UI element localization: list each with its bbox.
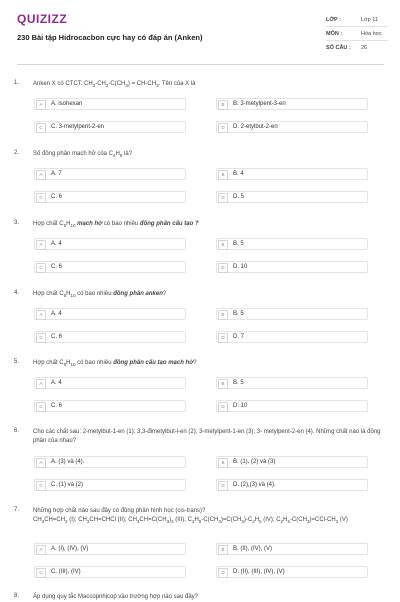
answer-option-b[interactable] (216, 377, 368, 389)
page-title: 230 Bài tập Hidrocacbon cực hay có đáp án (Anken) (17, 33, 203, 42)
question-text: Hợp chất $C_5H_{10}$ có bao nhiêu đồng phân cấu tạo mạch hở? (33, 360, 197, 368)
option-letter: B (218, 100, 228, 110)
option-letter: A (36, 240, 46, 250)
option-text: B. (1), (2) và (3) (233, 459, 276, 465)
option-letter: D (218, 263, 228, 273)
answer-option-b[interactable] (216, 238, 368, 250)
option-letter: C (36, 193, 46, 203)
quizizz-logo: QUIZIZZ (17, 12, 68, 26)
meta-label: LỚP : (326, 17, 341, 23)
option-letter: D (218, 568, 228, 578)
answer-option-b[interactable] (216, 98, 368, 110)
answer-option-d[interactable] (216, 331, 368, 343)
option-letter: A (36, 170, 46, 180)
option-letter: C (36, 568, 46, 578)
answer-option-d[interactable] (216, 400, 368, 412)
question-number: 1. (14, 80, 20, 86)
option-letter: B (218, 458, 228, 468)
answer-option-a[interactable] (34, 543, 186, 555)
option-text: C. 6 (51, 403, 63, 409)
option-letter: D (218, 402, 228, 412)
question-number: 5. (14, 359, 20, 365)
option-letter: D (218, 123, 228, 133)
option-letter: B (218, 545, 228, 555)
option-text: D. 5 (233, 194, 245, 200)
option-text: A. 4 (51, 241, 62, 247)
answer-option-c[interactable] (34, 566, 186, 578)
meta-value: Lớp 11 (361, 17, 378, 23)
option-text: B. 5 (233, 311, 244, 317)
option-letter: C (36, 263, 46, 273)
header-divider (17, 64, 384, 65)
option-letter: B (218, 240, 228, 250)
answer-option-a[interactable] (34, 238, 186, 250)
option-letter: A (36, 100, 46, 110)
option-text: A. 4 (51, 311, 62, 317)
answer-option-d[interactable] (216, 191, 368, 203)
option-letter: C (36, 123, 46, 133)
meta-label: SỐ CÂU : (326, 45, 351, 51)
option-text: D. 10 (233, 403, 248, 409)
option-letter: B (218, 310, 228, 320)
answer-option-a[interactable] (34, 377, 186, 389)
question-text: Áp dụng quy tắc Maccopnhicop vào trường hợp nào sau đây? (33, 594, 198, 600)
option-letter: C (36, 333, 46, 343)
option-text: C. (1) và (2) (51, 482, 84, 488)
option-letter: D (218, 333, 228, 343)
meta-value: 26 (361, 45, 368, 51)
answer-option-b[interactable] (216, 168, 368, 180)
answer-option-d[interactable] (216, 121, 368, 133)
question-number: 7. (14, 507, 20, 513)
option-text: B. 3-metylpent-3-en (233, 101, 286, 107)
option-letter: D (218, 193, 228, 203)
question-text: Hợp chất $C_5H_{10}$ mạch hở có bao nhiêu đồng phân cấu tạo ? (33, 221, 199, 229)
answer-option-c[interactable] (34, 191, 186, 203)
answer-option-c[interactable] (34, 331, 186, 343)
option-letter: A (36, 458, 46, 468)
answer-option-b[interactable] (216, 456, 368, 468)
option-text: D. (II), (III), (IV), (V) (233, 569, 285, 575)
meta-label: MÔN : (326, 31, 343, 37)
divider (326, 26, 388, 27)
answer-option-a[interactable] (34, 168, 186, 180)
divider (326, 40, 388, 41)
question-number: 6. (14, 428, 20, 434)
option-text: C. 6 (51, 334, 63, 340)
question-number: 2. (14, 150, 20, 156)
question-number: 3. (14, 220, 20, 226)
option-letter: B (218, 170, 228, 180)
answer-option-d[interactable] (216, 479, 368, 491)
answer-option-a[interactable] (34, 308, 186, 320)
option-text: A. (I), (IV), (V) (51, 546, 89, 552)
question-text: Anken X có CTCT: $CH_3-CH_2-C(CH_3) = CH-CH_3$. Tên của X là (33, 81, 196, 89)
option-text: A. 7 (51, 171, 62, 177)
option-text: D. 2-etylbut-2-en (233, 124, 278, 130)
option-text: C. (III), (IV) (51, 569, 81, 575)
option-text: B. 4 (233, 171, 244, 177)
option-letter: C (36, 402, 46, 412)
option-text: C. 6 (51, 264, 63, 270)
question-text: Những hợp chất nào sau đây có đồng phân hình học (cis-trans)? $CH_3CH=CH_2$ (I); $CH_3CH=CHCl$ (II); $CH_3CH=C(CH_3)_2$ (III), $C_2H_5-C(CH_3)=C(CH_3)-C_2H_5$ (IV); $C_2H_5-C(CH_3)=CCl-CH_3$ (V) (33, 508, 348, 524)
option-text: D. 10 (233, 264, 248, 270)
worksheet-header (0, 0, 400, 66)
question-text: Số đồng phân mạch hở của $C_4H_8$ là? (33, 151, 133, 159)
option-text: B. 5 (233, 380, 244, 386)
option-letter: B (218, 379, 228, 389)
option-letter: D (218, 481, 228, 491)
option-text: D. (2),(3) và (4). (233, 482, 276, 488)
answer-option-a[interactable] (34, 98, 186, 110)
meta-value: Hóa học (361, 31, 382, 37)
answer-option-c[interactable] (34, 261, 186, 273)
question-text: Hợp chất $C_5H_{10}$ có bao nhiêu đồng phân anken? (33, 291, 167, 299)
option-text: A. (3) và (4). (51, 459, 85, 465)
question-number: 8. (14, 593, 20, 599)
option-text: A. isohexan (51, 101, 83, 107)
answer-option-b[interactable] (216, 308, 368, 320)
option-text: B. (II), (IV), (V) (233, 546, 272, 552)
answer-option-d[interactable] (216, 261, 368, 273)
option-text: C. 6 (51, 194, 63, 200)
answer-option-c[interactable] (34, 400, 186, 412)
answer-option-a[interactable] (34, 456, 186, 468)
option-letter: A (36, 310, 46, 320)
option-text: B. 5 (233, 241, 244, 247)
question-text: Cho các chất sau: 2-metylbut-1-en (1); 3,3-đimetylbut-l-en (2); 3-metylpent-1-en (3); 3- metylpent-2-en (4). Những chất nào là đồng phân của nhau? (33, 429, 381, 444)
answer-option-b[interactable] (216, 543, 368, 555)
answer-option-c[interactable] (34, 121, 186, 133)
option-letter: C (36, 481, 46, 491)
option-text: C. 3-metylpent-2-en (51, 124, 105, 130)
question-number: 4. (14, 290, 20, 296)
option-letter: A (36, 379, 46, 389)
answer-option-c[interactable] (34, 479, 186, 491)
option-text: A. 4 (51, 380, 62, 386)
answer-option-d[interactable] (216, 566, 368, 578)
option-text: D. 7 (233, 334, 245, 340)
option-letter: A (36, 545, 46, 555)
